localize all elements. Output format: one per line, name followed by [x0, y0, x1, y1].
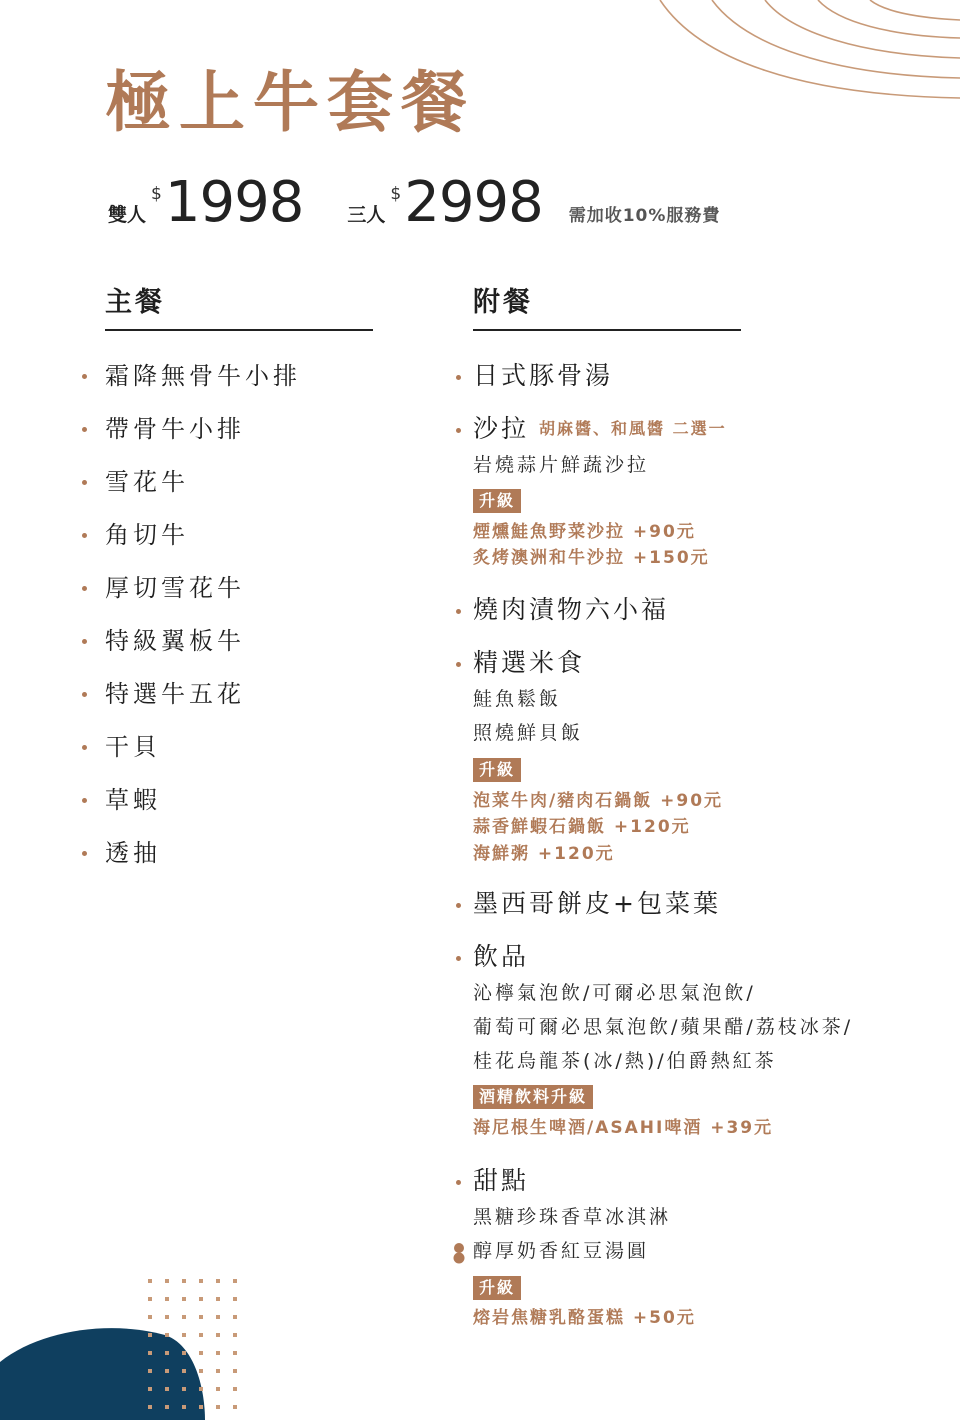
service-charge-note: 需加收10%服務費 — [568, 206, 721, 226]
side-rice: 精選米食 — [473, 648, 586, 677]
main-course-heading: 主餐 — [105, 280, 373, 331]
peanut-icon — [452, 1242, 466, 1264]
price-currency-two: $ — [151, 184, 162, 204]
bullet-dot-icon — [82, 374, 87, 379]
bullet-dot-icon — [456, 375, 461, 380]
decorative-dot-grid — [148, 1279, 240, 1419]
main-course-item: 透抽 — [82, 835, 301, 888]
main-course-item: 干貝 — [82, 729, 301, 782]
price-amount-two: 1998 — [164, 170, 304, 235]
side-wrap: 墨西哥餅皮+包菜葉 — [473, 889, 721, 918]
page-title: 極上牛套餐 — [105, 64, 475, 141]
price-label-two: 雙人 — [108, 204, 147, 226]
bullet-dot-icon — [82, 745, 87, 750]
side-salad — [473, 413, 727, 445]
side-drinks: 飲品 — [473, 942, 530, 971]
drink-options-line: 沁檸氣泡飲/可爾必思氣泡飲/ — [473, 982, 756, 1004]
main-course-item: 雪花牛 — [82, 464, 301, 517]
rice-option: 鮭魚鬆飯 — [473, 688, 562, 710]
main-course-list — [82, 358, 301, 888]
bullet-dot-icon — [456, 428, 461, 433]
bullet-dot-icon — [456, 1180, 461, 1185]
drink-options-line: 葡萄可爾必思氣泡飲/蘋果醋/荔枝冰茶/ — [473, 1016, 854, 1038]
bullet-dot-icon — [82, 798, 87, 803]
bullet-dot-icon — [456, 662, 461, 667]
rice-upgrade-option: 泡菜牛肉/豬肉石鍋飯 +90元 — [473, 791, 724, 811]
drinks-upgrade-tag: 酒精飲料升級 — [473, 1085, 593, 1109]
side-dishes-heading: 附餐 — [473, 280, 741, 331]
side-dessert: 甜點 — [473, 1166, 530, 1195]
rice-upgrade-option: 海鮮粥 +120元 — [473, 844, 615, 864]
bullet-dot-icon — [82, 480, 87, 485]
main-course-item: 厚切雪花牛 — [82, 570, 301, 623]
bullet-dot-icon — [82, 692, 87, 697]
bullet-dot-icon — [456, 956, 461, 961]
main-course-item: 特級翼板牛 — [82, 623, 301, 676]
rice-upgrade-tag: 升級 — [473, 758, 521, 782]
salad-name: 沙拉 — [473, 414, 530, 443]
price-label-three: 三人 — [347, 204, 386, 226]
main-course-item: 霜降無骨牛小排 — [82, 358, 301, 411]
salad-upgrade-tag: 升級 — [473, 489, 521, 513]
drinks-upgrade-option: 海尼根生啤酒/ASAHI啤酒 +39元 — [473, 1118, 774, 1138]
dessert-upgrade-option: 熔岩焦糖乳酪蛋糕 +50元 — [473, 1308, 696, 1328]
salad-sauce-choice: 胡麻醬、和風醬 二選一 — [539, 419, 727, 438]
price-currency-three: $ — [390, 184, 402, 204]
rice-upgrade-option: 蒜香鮮蝦石鍋飯 +120元 — [473, 817, 691, 837]
bullet-dot-icon — [456, 609, 461, 614]
bullet-dot-icon — [456, 903, 461, 908]
dessert-option: 黑糖珍珠香草冰淇淋 — [473, 1206, 672, 1228]
side-soup: 日式豚骨湯 — [473, 361, 614, 390]
main-course-item: 帶骨牛小排 — [82, 411, 301, 464]
bullet-dot-icon — [82, 639, 87, 644]
main-course-item: 角切牛 — [82, 517, 301, 570]
dessert-option: 醇厚奶香紅豆湯圓 — [473, 1240, 650, 1262]
price-amount-three: 2998 — [404, 170, 543, 235]
main-course-item: 特選牛五花 — [82, 676, 301, 729]
dessert-upgrade-tag: 升級 — [473, 1276, 521, 1300]
bullet-dot-icon — [82, 851, 87, 856]
bullet-dot-icon — [82, 533, 87, 538]
main-course-item: 草蝦 — [82, 782, 301, 835]
bullet-dot-icon — [82, 586, 87, 591]
salad-upgrade-option: 炙烤澳洲和牛沙拉 +150元 — [473, 548, 710, 568]
drink-options-line: 桂花烏龍茶(冰/熱)/伯爵熱紅茶 — [473, 1050, 777, 1072]
bullet-dot-icon — [82, 427, 87, 432]
salad-default: 岩燒蒜片鮮蔬沙拉 — [473, 454, 650, 476]
price-row — [108, 170, 720, 240]
salad-upgrade-option: 煙燻鮭魚野菜沙拉 +90元 — [473, 522, 696, 542]
rice-option: 照燒鮮貝飯 — [473, 722, 584, 744]
side-pickles: 燒肉漬物六小福 — [473, 595, 670, 624]
